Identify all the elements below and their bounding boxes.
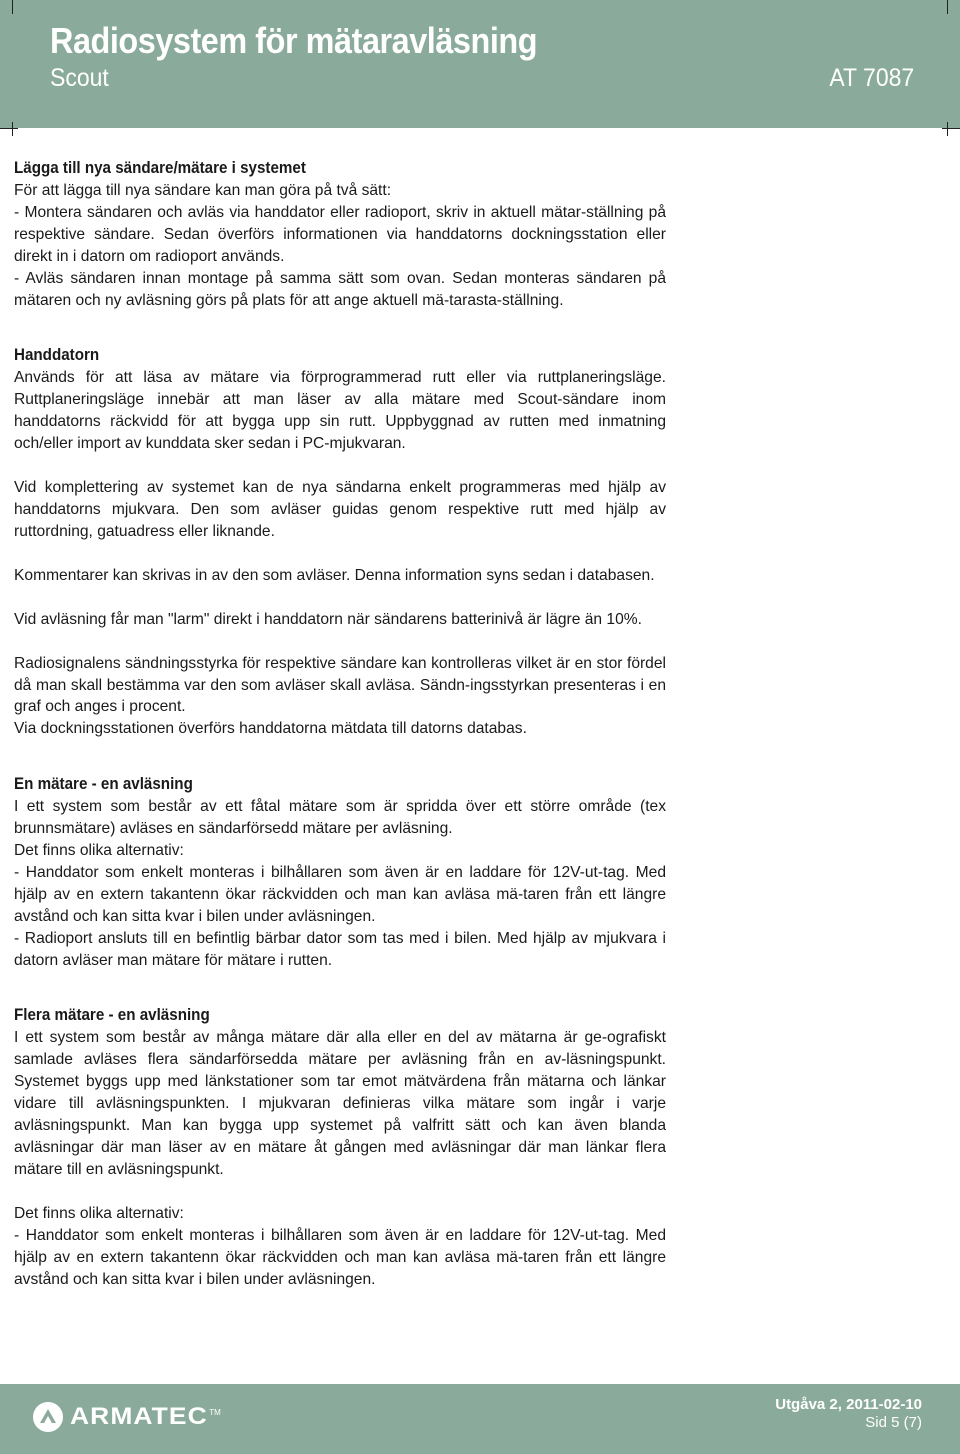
document-title: Radiosystem för mätaravläsning — [50, 20, 538, 61]
edition-date: Utgåva 2, 2011-02-10 — [775, 1396, 922, 1413]
paragraph: Vid avläsning får man "larm" direkt i handdatorn när sändarens batterinivå är lägre än 10%. — [14, 610, 642, 628]
crop-mark — [942, 128, 960, 129]
paragraph: Det finns olika alternativ: — [14, 842, 184, 860]
section-one-meter — [14, 772, 666, 971]
page-content — [14, 156, 666, 1290]
section-heading: Lägga till nya sändare/mätare i systemet — [14, 159, 306, 177]
page-number: Sid 5 (7) — [865, 1414, 922, 1431]
armatec-logo-icon — [32, 1401, 64, 1433]
paragraph: Används för att läsa av mätare via förprogrammerad rutt eller via ruttplaneringsläge. Ruttplaneringsläge innebär att man läser av alla mätare med Scout-sändare inom handdatorns räckvidd för att bygga upp sin rutt. Uppbyggnad av rutten med inmatning och/eller import av kunddata sker sedan i PC-mjukvaran. — [14, 369, 666, 453]
paragraph: Radiosignalens sändningsstyrka för respektive sändare kan kontrolleras vilket är en stor fördel då man skall bestämma var den som avläser skall avläsa. Sändn-ingsstyrkan presenteras i en graf och anges i procent. — [14, 654, 666, 716]
paragraph: I ett system som består av många mätare där alla eller en del av mätarna är ge-ografiskt samlade avläses flera sändarförsedda mätare per avläsning från en av-läsningspunkt. Systemet byggs upp med länkstationer som tar emot mätvärdena från mätarna och länkar vidare till avläsningspunkten. I mjukvaran definieras vilka mätare som ingår i varje avläsningspunkt. Man kan bygga upp systemet på valfritt sätt och kan även blanda avläsningar där man läser av en mätare åt gången med avläsningar där man länkar flera mätare till en avläsningspunkt. — [14, 1029, 666, 1178]
crop-mark — [12, 0, 13, 14]
paragraph: - Avläs sändaren innan montage på samma sätt som ovan. Sedan monteras sändaren på mätaren och ny avläsning görs på plats för att ange aktuell mä-tarasta-ställning. — [14, 269, 666, 309]
paragraph: I ett system som består av ett fåtal mätare som är spridda över ett större område (tex brunnsmätare) avläses en sändarförsedd mätare per avläsning. — [14, 798, 666, 838]
paragraph: Kommentarer kan skrivas in av den som avläser. Denna information syns sedan i databasen. — [14, 566, 655, 584]
paragraph: För att lägga till nya sändare kan man göra på två sätt: — [14, 182, 392, 199]
crop-mark — [12, 122, 13, 136]
paragraph: - Handdator som enkelt monteras i bilhållaren som även är en laddare för 12V-ut-tag. Med hjälp av en extern takantenn ökar räckvidden och man kan avläsa mä-taren från ett längre avstånd och kan sitta kvar i bilen under avläsningen. — [14, 1226, 666, 1288]
paragraph: - Radioport ansluts till en befintlig bärbar dator som tas med i bilen. Med hjälp av mjukvara i datorn avläser man mätare för mätare i rutten. — [14, 929, 666, 969]
crop-mark — [947, 0, 948, 14]
footer-band — [0, 1384, 960, 1454]
document-number: AT 7087 — [829, 64, 914, 92]
paragraph: Det finns olika alternativ: — [14, 1204, 184, 1222]
paragraph: Via dockningsstationen överförs handdatorna mätdata till datorns databas. — [14, 720, 527, 738]
header-band — [0, 0, 960, 128]
section-heading: Flera mätare - en avläsning — [14, 1006, 210, 1025]
section-multiple-meters — [14, 1003, 666, 1290]
section-heading: Handdatorn — [14, 346, 100, 365]
product-name: Scout — [50, 64, 109, 92]
trademark-symbol: TM — [209, 1407, 221, 1417]
section-heading: En mätare - en avläsning — [14, 775, 193, 794]
section-add-transmitters — [14, 156, 666, 311]
crop-mark — [0, 128, 18, 129]
paragraph: - Montera sändaren och avläs via handdator eller radioport, skriv in aktuell mätar-ställning på respektive sändare. Sedan överförs informationen via handdatorns dockningsstation eller direkt in i datorn om radioport används. — [14, 203, 666, 265]
logo-wordmark: ARMATEC — [70, 1403, 208, 1430]
section-handheld — [14, 343, 666, 740]
crop-mark — [947, 122, 948, 136]
edition-info — [775, 1396, 922, 1432]
armatec-logo — [32, 1400, 221, 1434]
paragraph: Vid komplettering av systemet kan de nya sändarna enkelt programmeras med hjälp av handdatorns mjukvara. Den som avläser guidas genom respektive rutt med hjälp av ruttordning, gatuadress eller liknande. — [14, 479, 666, 540]
paragraph: - Handdator som enkelt monteras i bilhållaren som även är en laddare för 12V-ut-tag. Med hjälp av en extern takantenn ökar räckvidden och man kan avläsa mä-taren från ett längre avstånd och kan sitta kvar i bilen under avläsningen. — [14, 863, 666, 925]
